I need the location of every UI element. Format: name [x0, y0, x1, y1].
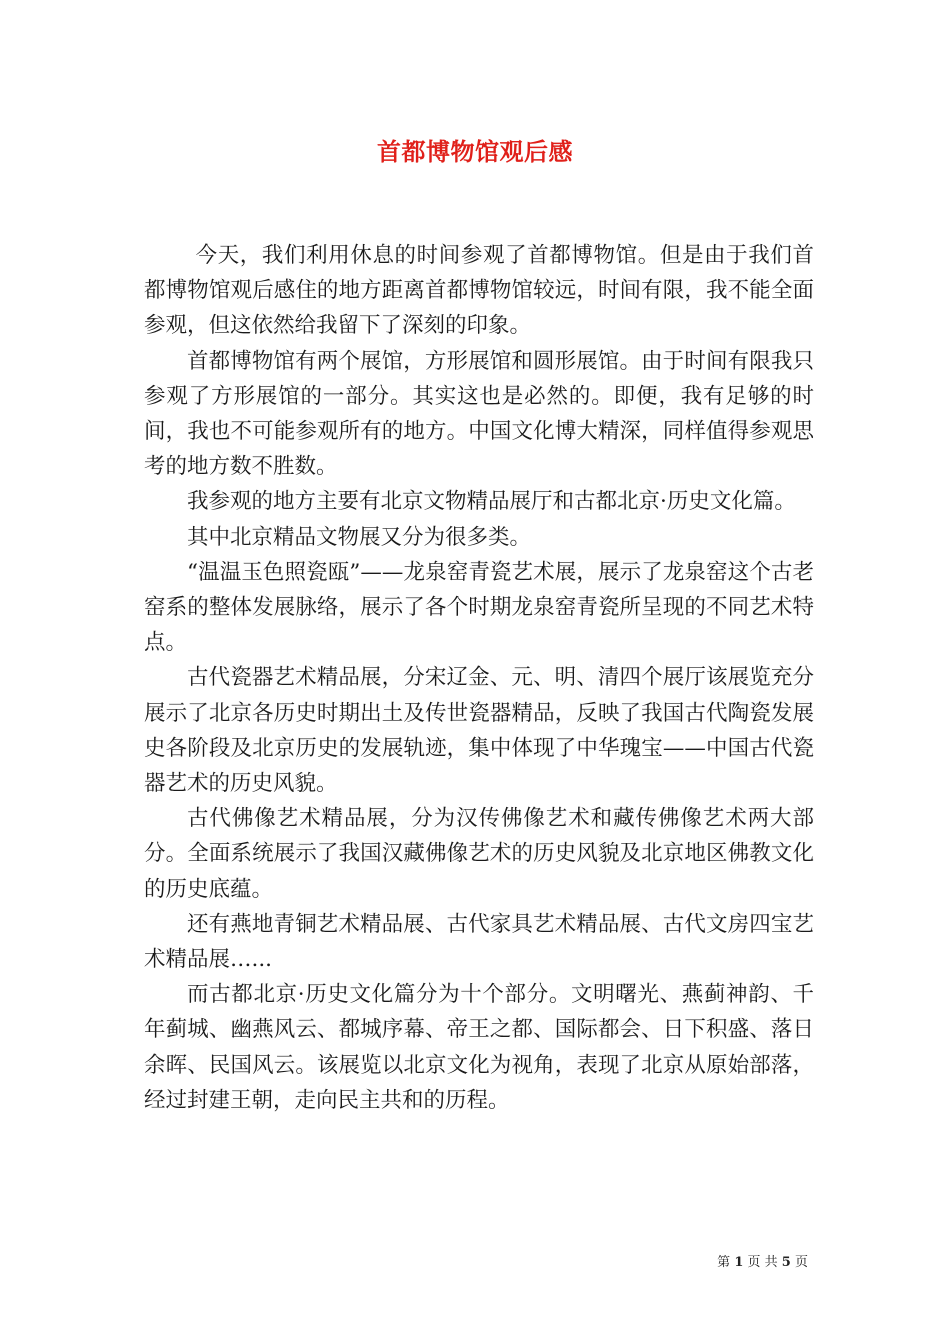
current-page-number: 1	[734, 1255, 744, 1270]
paragraph: 古代佛像艺术精品展，分为汉传佛像艺术和藏传佛像艺术两大部分。全面系统展示了我国汉藏佛像艺术的历史风貌及北京地区佛教文化的历史底蕴。	[144, 806, 814, 902]
footer-middle: 页 共	[747, 1255, 778, 1270]
footer-prefix: 第	[717, 1255, 731, 1270]
paragraph: 而古都北京·历史文化篇分为十个部分。文明曙光、燕蓟神韵、千年蓟城、幽燕风云、都城序幕、帝王之都、国际都会、日下积盛、落日余晖、民国风云。该展览以北京文化为视角，表现了北京从原始部落，经过封建王朝，走向民主共和的历程。	[144, 982, 814, 1113]
document-title: 首都博物馆观后感	[377, 137, 573, 166]
total-page-count: 5	[781, 1255, 791, 1270]
paragraph: 我参观的地方主要有北京文物精品展厅和古都北京·历史文化篇。	[187, 489, 796, 515]
footer-suffix: 页	[794, 1255, 808, 1270]
paragraph: 还有燕地青铜艺术精品展、古代家具艺术精品展、古代文房四宝艺术精品展…...	[144, 911, 814, 973]
paragraph: 其中北京精品文物展又分为很多类。	[187, 524, 532, 550]
paragraph: 今天，我们利用休息的时间参观了首都博物馆。但是由于我们首都博物馆观后感住的地方距离首都博物馆较远，时间有限，我不能全面参观，但这依然给我留下了深刻的印象。	[144, 243, 814, 339]
paragraph: “温温玉色照瓷瓯”——龙泉窑青瓷艺术展，展示了龙泉窑这个古老窑系的整体发展脉络，展示了各个时期龙泉窑青瓷所呈现的不同艺术特点。	[144, 559, 814, 656]
paragraph: 首都博物馆有两个展馆，方形展馆和圆形展馆。由于时间有限我只参观了方形展馆的一部分。其实这也是必然的。即便，我有足够的时间，我也不可能参观所有的地方。中国文化博大精深，同样值得参观思考的地方数不胜数。	[144, 348, 814, 480]
page-footer	[0, 1251, 808, 1270]
document-body	[144, 238, 814, 1118]
paragraph: 古代瓷器艺术精品展，分宋辽金、元、明、清四个展厅该展览充分展示了北京各历史时期出土及传世瓷器精品，反映了我国古代陶瓷发展史各阶段及北京历史的发展轨迹，集中体现了中华瑰宝——中国古代瓷器艺术的历史风貌。	[144, 665, 814, 797]
